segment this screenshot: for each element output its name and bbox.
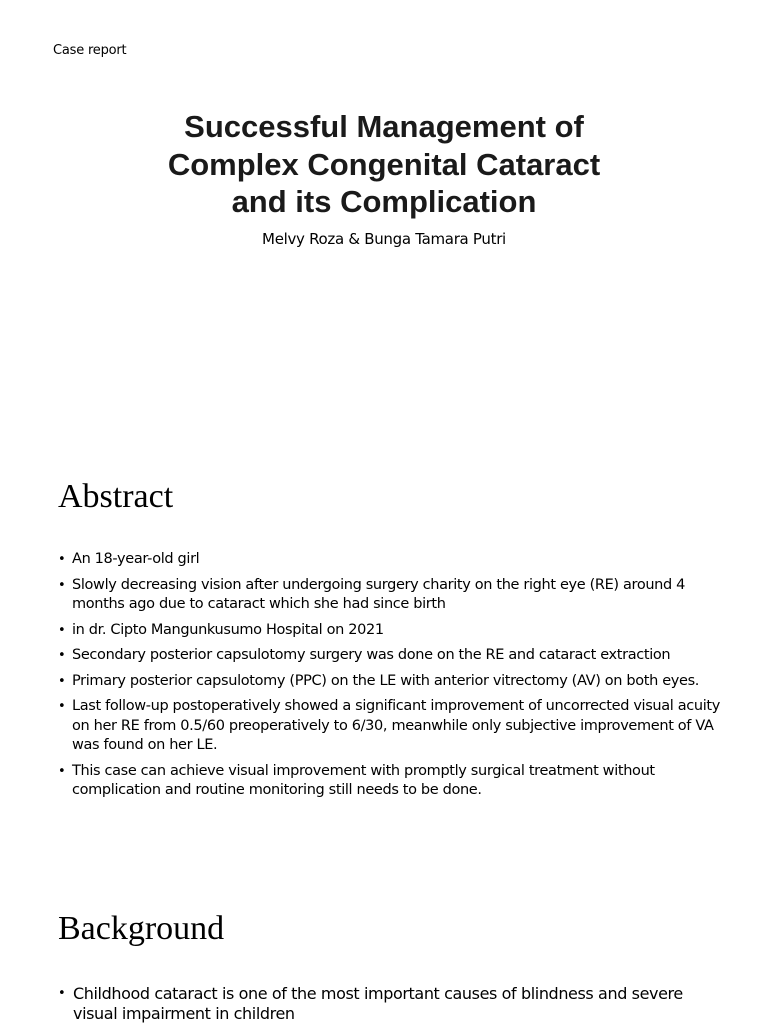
abstract-slide (0, 440, 768, 878)
abstract-heading: Abstract (58, 478, 174, 515)
bullet-text: Slowly decreasing vision after undergoing surgery charity on the right eye (RE) around 4 months ago due to cataract which she had since birth (72, 576, 686, 612)
bullet-item (58, 621, 728, 641)
bullet-item (58, 984, 728, 1024)
bullet-icon: • (58, 699, 66, 714)
bullet-item (58, 646, 728, 666)
bullet-icon: • (58, 552, 66, 567)
title-line: Successful Management of (184, 109, 584, 144)
bullet-item (58, 550, 728, 570)
background-slide (0, 878, 768, 1024)
bullet-item (58, 576, 728, 615)
bullet-item (58, 762, 728, 801)
authors: Melvy Roza & Bunga Tamara Putri (262, 230, 506, 248)
bullet-text: Childhood cataract is one of the most important causes of blindness and severe visual impairment in children (73, 984, 683, 1023)
paper-title (0, 108, 768, 221)
abstract-bullet-list (58, 550, 728, 807)
title-slide (0, 0, 768, 440)
bullet-item (58, 672, 728, 692)
bullet-icon: • (58, 673, 66, 689)
bullet-text: in dr. Cipto Mangunkusumo Hospital on 2021 (72, 621, 384, 638)
background-heading: Background (58, 910, 225, 947)
bullet-text: Last follow-up postoperatively showed a significant improvement of uncorrected visual acuity on her RE from 0.5/60 preoperatively to 6/30, meanwhile only subjective improvement of VA was found on her LE. (72, 698, 720, 753)
background-bullet-list (58, 984, 728, 1024)
bullet-item (58, 697, 728, 756)
title-line: and its Complication (231, 184, 537, 219)
case-report-label: Case report (53, 43, 127, 58)
bullet-icon: • (58, 986, 66, 1001)
bullet-text: Primary posterior capsulotomy (PPC) on the LE with anterior vitrectomy (AV) on both eyes. (72, 672, 700, 689)
bullet-text: Secondary posterior capsulotomy surgery was done on the RE and cataract extraction (72, 647, 671, 663)
bullet-text: This case can achieve visual improvement with promptly surgical treatment without complication and routine monitoring still needs to be done. (72, 762, 655, 798)
bullet-icon: • (58, 577, 66, 593)
bullet-icon: • (58, 763, 66, 779)
bullet-icon: • (58, 622, 66, 638)
title-line: Complex Congenital Cataract (167, 146, 601, 182)
bullet-text: An 18-year-old girl (72, 551, 200, 567)
bullet-icon: • (58, 648, 66, 663)
